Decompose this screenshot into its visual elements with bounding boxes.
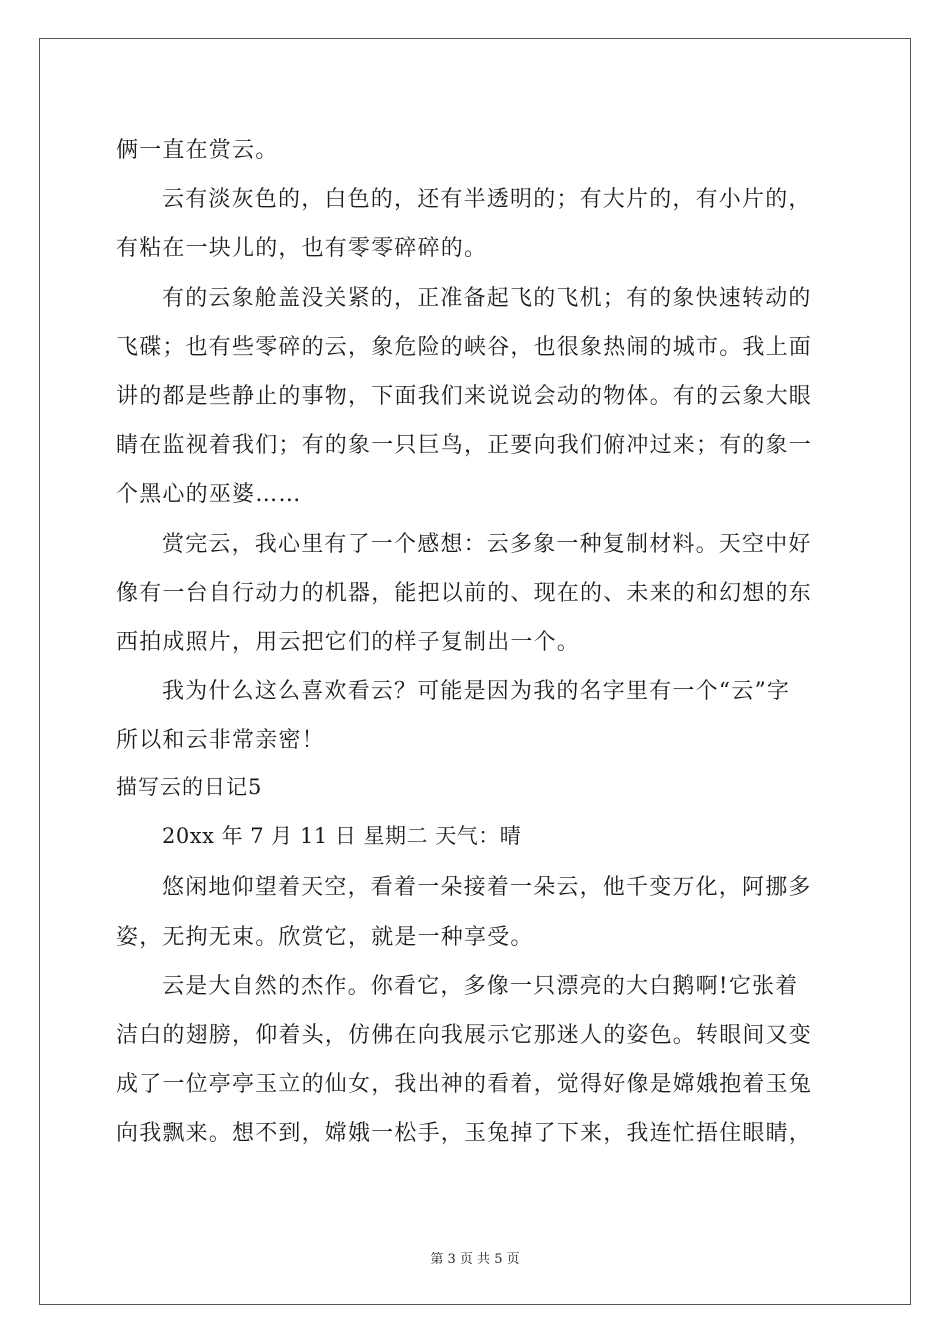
- text-line: 讲的都是些静止的事物，下面我们来说说会动的物体。有的云象大眼: [116, 383, 813, 409]
- text-line: 有的云象舱盖没关紧的，正准备起飞的飞机；有的象快速转动的: [162, 285, 812, 311]
- text-line: 个黑心的巫婆……: [116, 482, 302, 508]
- text-line: 赏完云，我心里有了一个感想：云多象一种复制材料。天空中好: [162, 531, 812, 557]
- text-line: 悠闲地仰望着天空，看着一朵接着一朵云，他千变万化，阿挪多: [162, 875, 812, 901]
- text-line: 俩一直在赏云。: [116, 138, 279, 163]
- text-line: 像有一台自行动力的机器，能把以前的、现在的、未来的和幻想的东: [116, 580, 813, 606]
- document-body: [116, 126, 836, 1159]
- text-line: 西拍成照片，用云把它们的样子复制出一个。: [116, 629, 581, 655]
- text-line: 所以和云非常亲密！: [116, 728, 325, 754]
- text-line: 我为什么这么喜欢看云？可能是因为我的名字里有一个“云”字: [162, 679, 791, 705]
- text-line: 有粘在一块儿的，也有零零碎碎的。: [116, 236, 488, 262]
- text-line: 云有淡灰色的，白色的，还有半透明的；有大片的，有小片的，: [162, 187, 812, 213]
- text-line: 向我飘来。想不到，嫦娥一松手，玉兔掉了下来，我连忙捂住眼睛，: [116, 1121, 813, 1147]
- page-number-footer: 第 3 页 共 5 页: [430, 1252, 520, 1267]
- text-line: 洁白的翅膀，仰着头，仿佛在向我展示它那迷人的姿色。转眼间又变: [116, 1023, 813, 1048]
- text-line: 云是大自然的杰作。你看它，多像一只漂亮的大白鹅啊!它张着: [162, 973, 799, 999]
- section-heading: 描写云的日记5: [116, 775, 263, 800]
- text-line: 成了一位亭亭玉立的仙女，我出神的看着，觉得好像是嫦娥抱着玉兔: [116, 1072, 813, 1098]
- text-line: 飞碟；也有些零碎的云，象危险的峡谷，也很象热闹的城市。我上面: [116, 334, 813, 360]
- text-line: 睛在监视着我们；有的象一只巨鸟，正要向我们俯冲过来；有的象一: [116, 433, 813, 459]
- text-line: 姿，无拘无束。欣赏它，就是一种享受。: [116, 924, 534, 950]
- diary-date-line: 20xx 年 7 月 11 日 星期二 天气：晴: [162, 824, 522, 849]
